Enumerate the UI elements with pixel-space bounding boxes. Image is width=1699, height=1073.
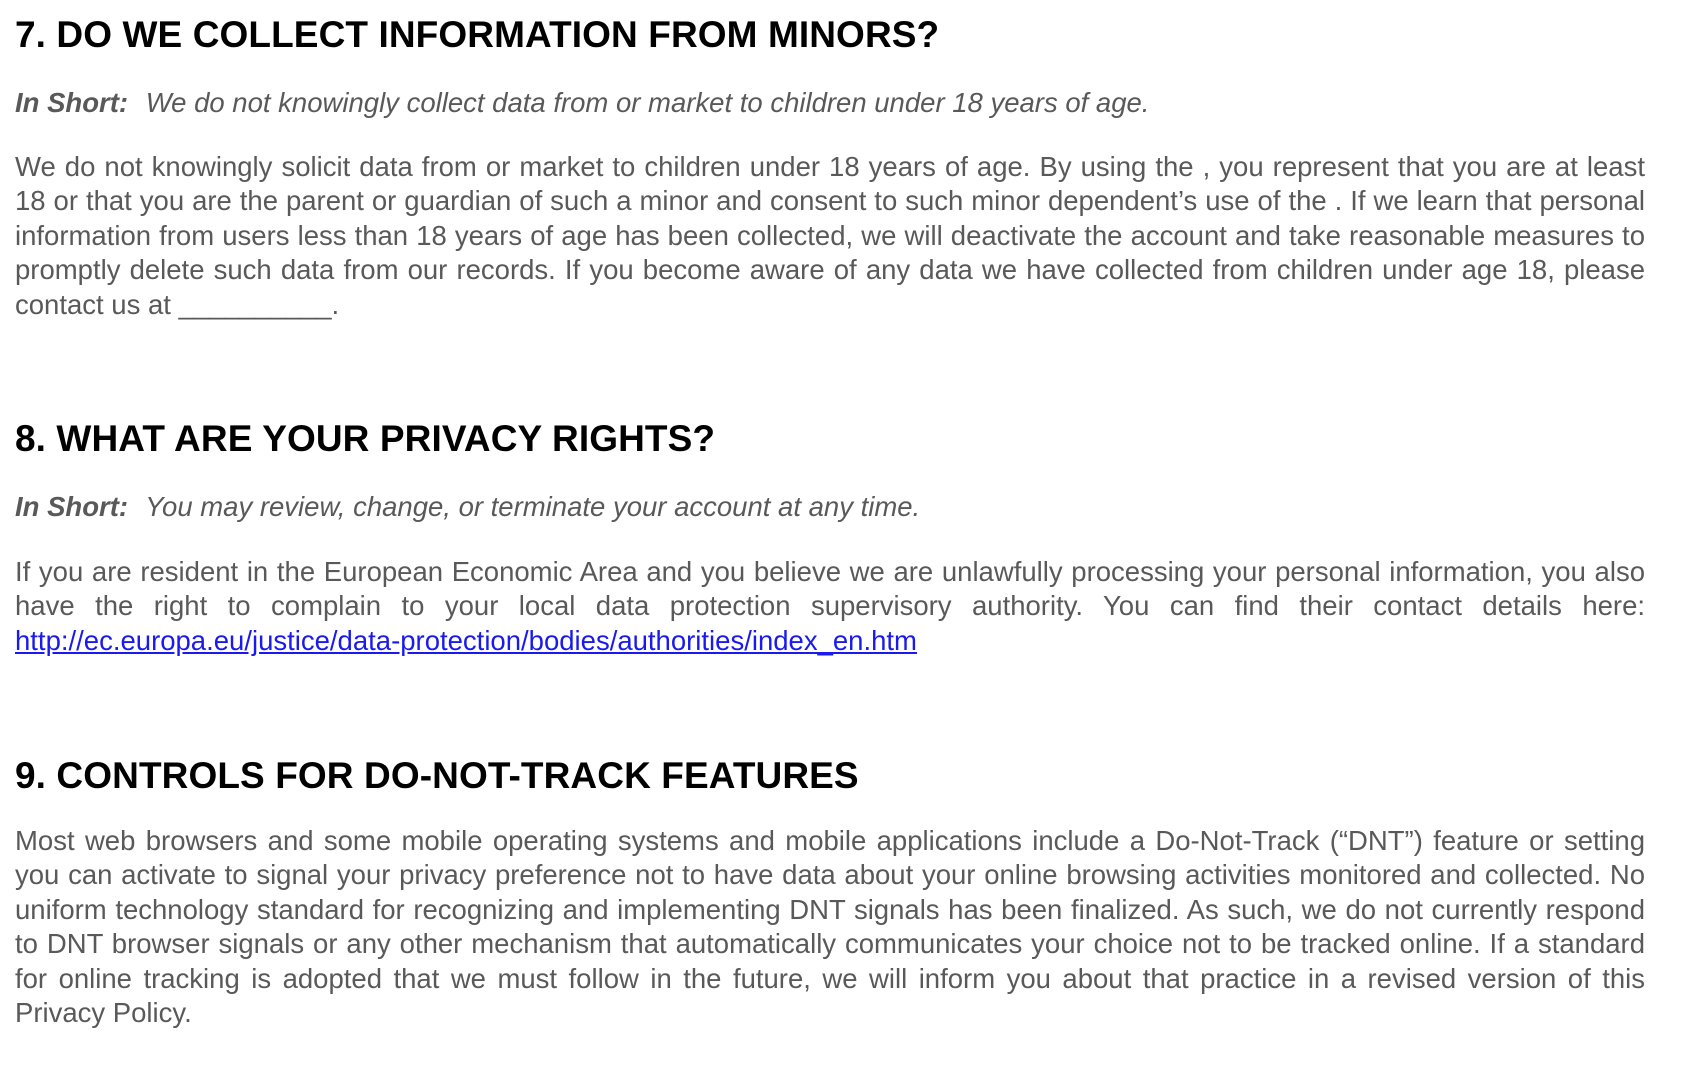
section-9-body: Most web browsers and some mobile operating systems and mobile applications include a Do-Not-Track (“DNT”) feature or setting you can activate to signal your privacy preference not to have data about your online browsing activities monitored and collected. No uniform technology standard for recognizing and implementing DNT signals has been finalized. As such, we do not currently respond to DNT browser signals or any other mechanism that automatically communicates your choice not to be tracked online. If a standard for online tracking is adopted that we must follow in the future, we will inform you about that practice in a revised version of this Privacy Policy. (15, 825, 1645, 1029)
section-8-body (15, 555, 1645, 658)
section-8-in-short (15, 490, 1645, 523)
section-8-heading: 8. WHAT ARE YOUR PRIVACY RIGHTS? (15, 418, 716, 459)
section-8-body-text: If you are resident in the European Economic Area and you believe we are unlawfully processing your personal information, you also have the right to complain to your local data protection supervisory authority. You can find their contact details here: (15, 556, 1645, 622)
in-short-text: We do not knowingly collect data from or market to children under 18 years of age. (145, 87, 1150, 118)
eu-authorities-link[interactable]: http://ec.europa.eu/justice/data-protection/bodies/authorities/index_en.htm (15, 624, 917, 656)
section-9-heading: 9. CONTROLS FOR DO-NOT-TRACK FEATURES (15, 755, 859, 796)
in-short-text: You may review, change, or terminate your account at any time. (145, 491, 921, 522)
section-7-heading: 7. DO WE COLLECT INFORMATION FROM MINORS? (15, 14, 940, 55)
in-short-label: In Short: (15, 491, 129, 522)
in-short-label: In Short: (15, 87, 129, 118)
section-7-body: We do not knowingly solicit data from or market to children under 18 years of age. By using the , you represent that you are at least 18 or that you are the parent or guardian of such a minor and consent to such minor dependent’s use of the . If we learn that personal information from users less than 18 years of age has been collected, we will deactivate the account and take reasonable measures to promptly delete such data from our records. If you become aware of any data we have collected from children under age 18, please contact us at __________. (15, 151, 1645, 320)
section-7-in-short (15, 86, 1645, 119)
